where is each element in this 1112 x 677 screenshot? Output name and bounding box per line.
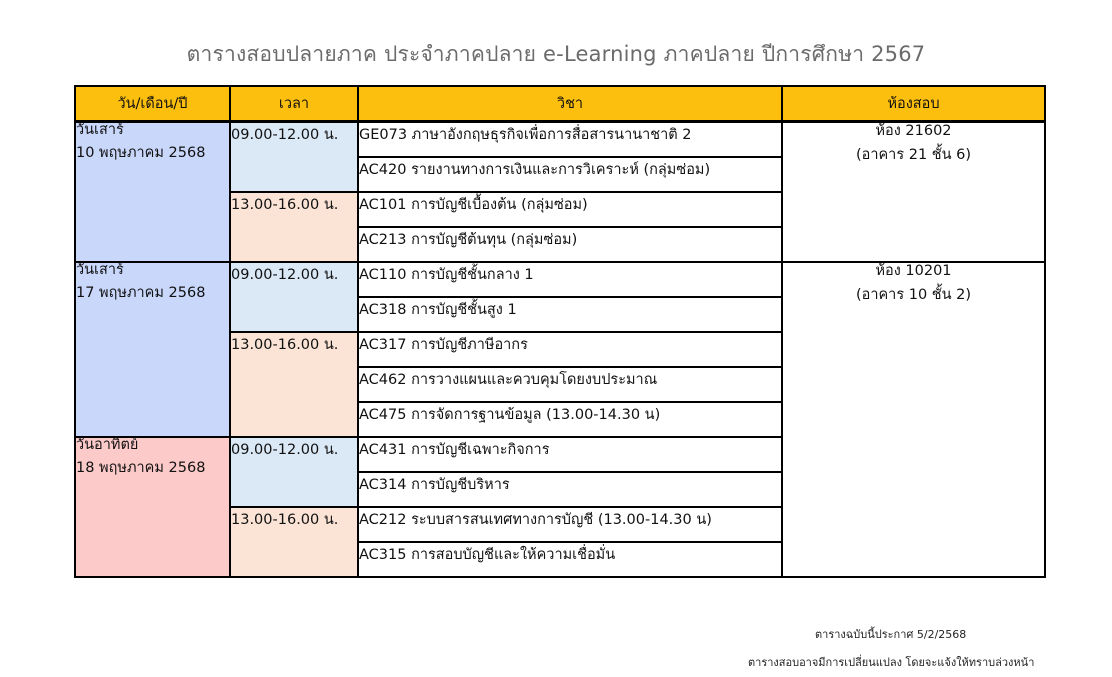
day-name: วันอาทิตย์ [76, 437, 139, 453]
subject-cell: AC213 การบัญชีต้นทุน (กลุ่มซ่อม) [358, 227, 782, 262]
subject-cell: AC101 การบัญชีเบื้องต้น (กลุ่มซ่อม) [358, 192, 782, 227]
subject-cell: AC462 การวางแผนและควบคุมโดยงบประมาณ [358, 367, 782, 402]
time-morning: 09.00-12.00 น. [230, 437, 358, 507]
announcement-date: ตารางฉบับนี้ประกาศ 5/2/2568 [815, 628, 967, 641]
subject-cell: AC110 การบัญชีชั้นกลาง 1 [358, 262, 782, 297]
time-afternoon: 13.00-16.00 น. [230, 507, 358, 577]
subject-cell: AC318 การบัญชีชั้นสูง 1 [358, 297, 782, 332]
subject-cell: AC431 การบัญชีเฉพาะกิจการ [358, 437, 782, 472]
date-cell [75, 262, 230, 437]
room-number: ห้อง 21602 [875, 123, 952, 139]
header-date: วัน/เดือน/ปี [75, 86, 230, 122]
subject-cell: AC212 ระบบสารสนเทศทางการบัญชี (13.00-14.30 น) [358, 507, 782, 542]
header-room: ห้องสอบ [782, 86, 1045, 122]
subject-cell: GE073 ภาษาอังกฤษธุรกิจเพื่อการสื่อสารนานาชาติ 2 [358, 122, 782, 158]
day-date: 10 พฤษภาคม 2568 [76, 145, 206, 161]
day-date: 17 พฤษภาคม 2568 [76, 285, 206, 301]
room-building: (อาคาร 10 ชั้น 2) [855, 287, 972, 303]
subject-cell: AC420 รายงานทางการเงินและการวิเคราะห์ (กลุ่มซ่อม) [358, 157, 782, 192]
day-name: วันเสาร์ [76, 262, 124, 278]
header-subject: วิชา [358, 86, 782, 122]
table-row [75, 262, 1045, 297]
subject-cell: AC315 การสอบบัญชีและให้ความเชื่อมั่น [358, 542, 782, 577]
room-cell [782, 262, 1045, 577]
change-notice: ตารางสอบอาจมีการเปลี่ยนแปลง โดยจะแจ้งให้ทราบล่วงหน้า [748, 656, 1035, 669]
time-afternoon: 13.00-16.00 น. [230, 332, 358, 437]
exam-schedule-table [74, 85, 1046, 578]
date-cell [75, 122, 230, 263]
time-afternoon: 13.00-16.00 น. [230, 192, 358, 262]
time-morning: 09.00-12.00 น. [230, 122, 358, 193]
room-number: ห้อง 10201 [875, 263, 952, 279]
subject-cell: AC317 การบัญชีภาษีอากร [358, 332, 782, 367]
subject-cell: AC475 การจัดการฐานข้อมูล (13.00-14.30 น) [358, 402, 782, 437]
time-morning: 09.00-12.00 น. [230, 262, 358, 332]
day-name: วันเสาร์ [76, 122, 124, 138]
table-row [75, 122, 1045, 158]
page-title: ตารางสอบปลายภาค ประจำภาคปลาย e-Learning ภาคปลาย ปีการศึกษา 2567 [186, 42, 926, 66]
day-date: 18 พฤษภาคม 2568 [76, 460, 206, 476]
header-time: เวลา [230, 86, 358, 122]
subject-cell: AC314 การบัญชีบริหาร [358, 472, 782, 507]
room-cell [782, 122, 1045, 263]
date-cell [75, 437, 230, 577]
room-building: (อาคาร 21 ชั้น 6) [855, 147, 972, 163]
